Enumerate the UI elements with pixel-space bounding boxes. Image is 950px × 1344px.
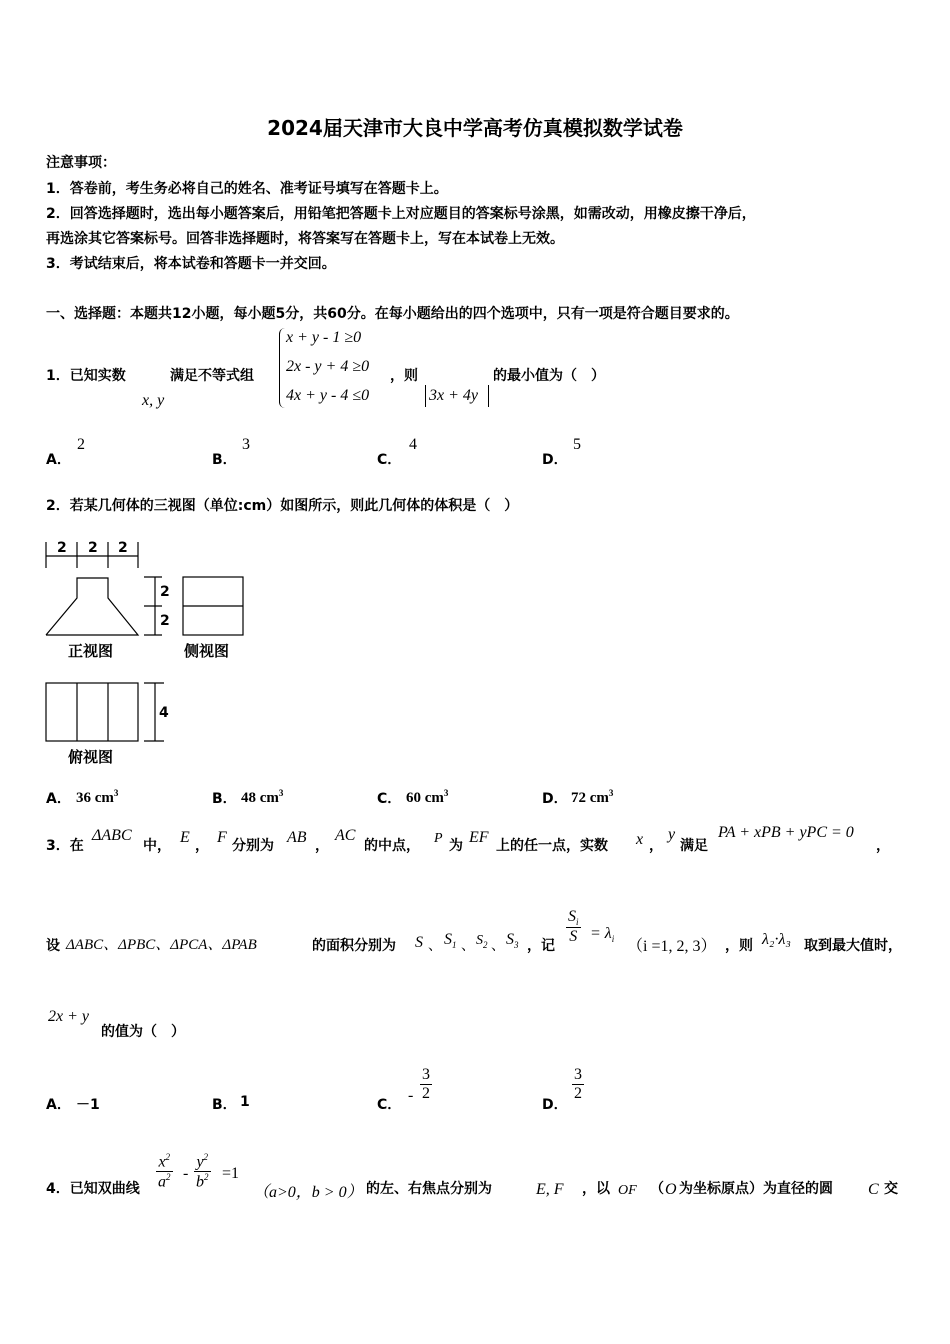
q3-text: ， bbox=[876, 838, 890, 854]
q3-math: S bbox=[415, 934, 423, 951]
q4-math: E, F bbox=[536, 1181, 564, 1198]
notice-item: 3．考试结束后，将本试卷和答题卡一并交回。 bbox=[46, 256, 336, 272]
q3-math: F bbox=[217, 829, 227, 846]
q1-option-c-label: C． bbox=[377, 452, 402, 468]
q1-option-b-value: 3 bbox=[242, 436, 250, 453]
q4-text: 4．已知双曲线 bbox=[46, 1181, 140, 1197]
dim-label: 2 bbox=[160, 584, 170, 600]
brace bbox=[279, 328, 286, 408]
q1-suffix: 的最小值为（ ） bbox=[493, 368, 605, 384]
q3-math: $S_3$ bbox=[506, 931, 519, 951]
q3-text: ， bbox=[315, 838, 329, 854]
q2-option-c-label: C． bbox=[377, 791, 402, 807]
section-heading: 一、选择题：本题共12小题，每小题5分，共60分。在每小题给出的四个选项中，只有一项是符合题目要求的。 bbox=[46, 306, 739, 322]
q4-minus: - bbox=[183, 1165, 189, 1182]
q3-math: （i =1, 2, 3） bbox=[627, 938, 717, 955]
q3-text: ，记 bbox=[527, 938, 555, 954]
q3-option-d-label: D． bbox=[542, 1097, 568, 1113]
q1-vars: x, y bbox=[142, 392, 165, 409]
q3-math: $S_2$ bbox=[476, 933, 488, 950]
q3-math: AC bbox=[335, 827, 356, 844]
dim-label: 2 bbox=[57, 540, 67, 556]
q2-option-a-label: A． bbox=[46, 791, 71, 807]
q1-option-c-value: 4 bbox=[409, 436, 417, 453]
q3-text: 满足 bbox=[680, 838, 708, 854]
dim-label: 4 bbox=[159, 705, 169, 721]
notice-heading: 注意事项： bbox=[46, 155, 116, 171]
q4-text: （ bbox=[650, 1181, 664, 1197]
q1-then: ，则 bbox=[390, 368, 418, 384]
q1-option-d-label: D． bbox=[542, 452, 568, 468]
q3-text: ， bbox=[195, 838, 209, 854]
q3-math: = $\lambda_i$ bbox=[590, 925, 615, 945]
q3-math: P bbox=[434, 831, 443, 846]
q3-option-b-label: B． bbox=[212, 1097, 237, 1113]
q2-option-b-label: B． bbox=[212, 791, 237, 807]
q3-text: 设 bbox=[46, 938, 60, 954]
q4-frac-x: $\frac{x^2}{a^2}$ bbox=[158, 1152, 171, 1191]
q1-option-d-value: 5 bbox=[573, 436, 581, 453]
q2-option-d-label: D． bbox=[542, 791, 568, 807]
q4-math: C bbox=[868, 1181, 879, 1198]
q3-math: ΔABC、ΔPBC、ΔPCA、ΔPAB bbox=[66, 937, 257, 953]
q4-math: =1 bbox=[222, 1165, 240, 1182]
q1-ineq-3: 4x + y - 4 ≤0 bbox=[286, 387, 370, 404]
q1-option-a-label: A． bbox=[46, 452, 71, 468]
dim-label: 2 bbox=[118, 540, 128, 556]
q2-option-a-value: 36 $cm^3$ bbox=[76, 788, 119, 806]
top-view-shape bbox=[46, 683, 138, 741]
q3-option-a-label: A． bbox=[46, 1097, 71, 1113]
q3-text: 、 bbox=[491, 938, 505, 954]
q3-option-b-value: 1 bbox=[240, 1094, 250, 1110]
q3-option-d-frac: $\frac{3}{2}$ bbox=[574, 1066, 582, 1102]
q3-text: 的值为（ ） bbox=[101, 1024, 185, 1040]
q1-expr: 3x + 4y bbox=[429, 387, 478, 404]
q4-text: ，以 bbox=[582, 1181, 610, 1197]
q1-mid: 满足不等式组 bbox=[170, 368, 254, 384]
dim-label: 2 bbox=[88, 540, 98, 556]
q3-math: $S_1$ bbox=[444, 931, 457, 951]
q3-text: 取到最大值时， bbox=[804, 938, 902, 954]
q3-text: 3．在 bbox=[46, 838, 84, 854]
q4-text: 为坐标原点）为直径的圆 bbox=[679, 1181, 833, 1197]
q4-math: OF bbox=[618, 1183, 637, 1198]
q3-math: ΔABC bbox=[92, 827, 132, 844]
top-view-label: 俯视图 bbox=[68, 748, 114, 766]
q3-math: E bbox=[180, 829, 190, 846]
q3-math: x bbox=[636, 831, 644, 848]
q3-math: AB bbox=[287, 829, 307, 846]
q3-text: 分别为 bbox=[232, 838, 274, 854]
q3-text: 的面积分别为 bbox=[312, 938, 396, 954]
page-title: 2024届天津市大良中学高考仿真模拟数学试卷 bbox=[267, 116, 683, 140]
q4-frac-y: $\frac{y^2}{b^2}$ bbox=[196, 1152, 209, 1191]
q3-math: PA + xPB + yPC = 0 bbox=[718, 824, 854, 841]
q4-text: 交 bbox=[884, 1181, 898, 1197]
q3-text: 中， bbox=[143, 838, 171, 854]
q3-text: 的中点， bbox=[364, 838, 420, 854]
q3-math: λ₂·λ₃ bbox=[762, 931, 791, 948]
q2-option-c-value: 60 $cm^3$ bbox=[406, 788, 449, 806]
q1-ineq-2: 2x - y + 4 ≥0 bbox=[286, 358, 370, 375]
front-view-label: 正视图 bbox=[68, 642, 114, 660]
q3-math: 2x + y bbox=[48, 1008, 89, 1025]
q3-math: y bbox=[668, 826, 676, 843]
q4-math: （a>0，b > 0） bbox=[253, 1184, 363, 1201]
q1-prefix: 1．已知实数 bbox=[46, 368, 126, 384]
notice-item: 1．答卷前，考生务必将自己的姓名、准考证号填写在答题卡上。 bbox=[46, 181, 448, 197]
q1-option-b-label: B． bbox=[212, 452, 237, 468]
q3-option-c-sign: - bbox=[408, 1087, 414, 1104]
q3-option-c-frac: $\frac{3}{2}$ bbox=[422, 1066, 430, 1102]
q2-option-d-value: 72 $cm^3$ bbox=[571, 788, 614, 806]
q3-text: ， bbox=[649, 838, 663, 854]
notice-item: 2．回答选择题时，选出每小题答案后，用铅笔把答题卡上对应题目的答案标号涂黑，如需改动，用橡皮擦干净后， bbox=[46, 206, 756, 222]
q3-text: 为 bbox=[449, 838, 463, 854]
q3-option-a-value: －1 bbox=[76, 1097, 100, 1113]
q3-text: 、 bbox=[461, 938, 475, 954]
q3-text: ，则 bbox=[725, 938, 753, 954]
notice-item: 再选涂其它答案标号。回答非选择题时，将答案写在答题卡上，写在本试卷上无效。 bbox=[46, 231, 564, 247]
q3-math: EF bbox=[469, 829, 489, 846]
q2-stem: 2．若某几何体的三视图（单位:cm）如图所示，则此几何体的体积是（ ） bbox=[46, 498, 519, 514]
q4-math: O bbox=[665, 1181, 677, 1198]
q4-text: 的左、右焦点分别为 bbox=[366, 1181, 492, 1197]
q2-option-b-value: 48 $cm^3$ bbox=[241, 788, 284, 806]
front-view-shape bbox=[46, 578, 138, 635]
q3-option-c-label: C． bbox=[377, 1097, 402, 1113]
q3-text: 、 bbox=[428, 938, 442, 954]
side-view-label: 侧视图 bbox=[184, 642, 230, 660]
q1-option-a-value: 2 bbox=[77, 436, 85, 453]
q3-frac: $\frac{S_i}{S}$ bbox=[568, 908, 579, 946]
q1-ineq-1: x + y - 1 ≥0 bbox=[286, 329, 362, 346]
q3-text: 上的任一点，实数 bbox=[496, 838, 608, 854]
dim-label: 2 bbox=[160, 613, 170, 629]
